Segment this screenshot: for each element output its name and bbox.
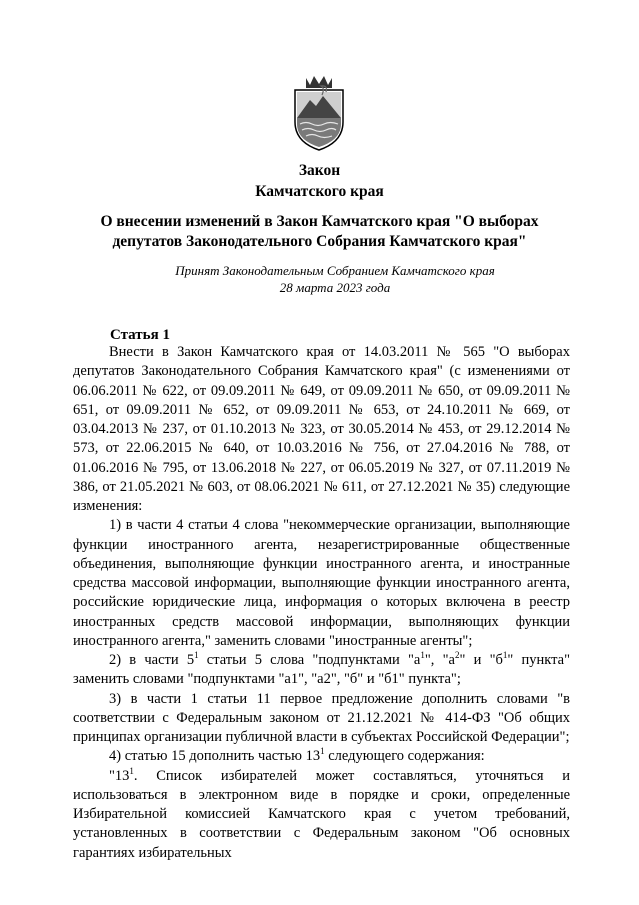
article-1-body [73,343,570,863]
adoption-note [170,262,500,296]
kamchatka-coat-of-arms-icon [286,72,352,152]
adoption-note-line-1: Принят Законодательным Собранием Камчатского края [175,263,495,278]
law-subtitle-line-2: депутатов Законодательного Собрания Камчатского края" [112,233,527,250]
law-title-line-2: Камчатского края [255,183,384,200]
adoption-date: 28 марта 2023 года [279,280,391,295]
law-subtitle [0,212,639,252]
law-subtitle-line-1: О внесении изменений в Закон Камчатского края "О выборах [100,213,539,230]
article-1-intro: Внести в Закон Камчатского края от 14.03.2011 № 565 "О выборах депутатов Законодательного Собрания Камчатского края" (с изменениями от 06.06.2011 № 622, от 09.09.2011 № 649, от 09.09.2011 № 650, от 09.09.2011 № 651, от 09.09.2011 № 652, от 09.09.2011 № 653, от 24.10.2011 № 669, от 03.04.2013 № 237, от 01.10.2013 № 323, от 30.05.2014 № 453, от 29.12.2014 № 573, от 22.06.2015 № 640, от 10.03.2016 № 756, от 27.04.2016 № 788, от 01.06.2016 № 795, от 13.06.2018 № 227, от 06.05.2019 № 327, от 07.11.2019 № 386, от 21.05.2021 № 603, от 08.06.2021 № 611, от 27.12.2021 № 35) следующие изменения: [73,344,570,514]
law-title [0,160,639,202]
article-1-quote: "$13^1$. Список избирателей может составляться, уточняться и использоваться в электронном виде в порядке и сроки, определенные Избирательной комиссией Камчатского края с учетом требований, установленных в соответствии с Федеральным законом "Об основных гарантиях избирательных [73,765,570,861]
article-1-item-1: 1) в части 4 статьи 4 слова "некоммерческие организации, выполняющие функции иностранного агента, незарегистрированные общественные объединения, выполняющие функции иностранного агента, и иностранные средства массовой информации, выполняющие функции иностранного агента, российские юридические лица, информация о которых включена в реестр иностранных средств массовой информации, выполняющих функции иностранного агента," заменить словами "иностранные агенты"; [73,517,570,649]
article-1-item-4: 4) статью 15 дополнить частью $13^1$ следующего содержания: [109,746,485,765]
article-1-item-3: 3) в части 1 статьи 11 первое предложение дополнить словами "в соответствии с Федеральным законом от 21.12.2021 № 414-ФЗ "Об общих принципах организации публичной власти в субъектах Российской Федерации"; [73,690,570,745]
article-1-item-2: 2) в части $5^1$ статьи 5 слова "подпунктами "$а^1$", "$а^2$" и "$б^1$" пункта" заменить словами "подпунктами "а1", "а2", "б" и "б1" пункта"; [73,650,571,688]
article-1-heading: Статья 1 [110,327,170,343]
law-title-line-1: Закон [298,162,341,179]
